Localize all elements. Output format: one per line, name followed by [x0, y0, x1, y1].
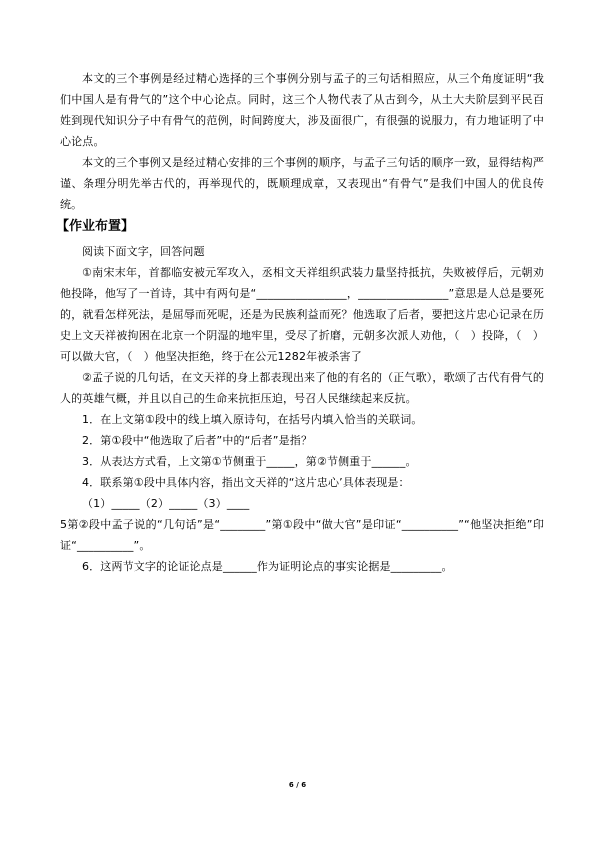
page-number: 6 / 6	[288, 781, 307, 789]
document-body	[56, 68, 544, 577]
question-5: 5第②段中孟子说的“几句话”是“________”第①段中“做大官”是印证“__________”“他坚决拒绝”印证“__________”。	[60, 518, 544, 552]
reading-paragraph-1: ①南宋末年，首都临安被元军攻入，丞相文天祥组织武装力量坚持抵抗，失败被俘后，元朝劝他投降，他写了一首诗，其中有两句是“________________，________________”意思是人总是要死的，就看怎样死法，是屈辱而死呢，还是为民族利益而死？他选取了后者，要把这片忠心记录在历史上文天祥被拘困在北京一个阴湿的地牢里，受尽了折磨，元朝多次派人劝他，（ ）投降，（ ）可以做大官，（ ）他坚决拒绝，终于在公元1282年被杀害了	[60, 266, 544, 363]
question-4: 4．联系第①段中具体内容，指出文天祥的“这片忠心’具体表现是：	[82, 476, 410, 489]
question-4-blanks: （1）_____（2）_____（3）____	[82, 497, 250, 510]
paragraph-examples-selection: 本文的三个事例是经过精心选择的三个事例分别与孟子的三句话相照应，从三个角度证明“我们中国人是有骨气的”这个中心论点。同时，这三个人物代表了从古到今，从土大夫阶层到平民百姓到现代知识分子中有骨气的范例，时间跨度大，涉及面很广，有很强的说服力，有力地证明了中心论点。	[60, 72, 544, 148]
question-2: 2．第①段中“他选取了后者”中的“后者”是指？	[82, 434, 313, 447]
paragraph-examples-order: 本文的三个事例又是经过精心安排的三个事例的顺序，与孟子三句话的顺序一致，显得结构严谨、条理分明先举古代的，再举现代的，既顺理成章，又表现出“有骨气”是我们中国人的优良传统。	[60, 156, 544, 211]
homework-heading: 【作业布置】	[56, 219, 135, 234]
question-6: 6．这两节文字的论证论点是______作为证明论点的事实论据是_________。	[82, 560, 453, 573]
question-1: 1．在上文第①段中的线上填入原诗句，在括号内填入恰当的关联词。	[82, 413, 423, 426]
question-3: 3．从表达方式看，上文第①节侧重于_____，第②节侧重于______。	[82, 455, 417, 468]
homework-instruction: 阅读下面文字，回答问题	[82, 245, 205, 258]
reading-paragraph-2: ②孟子说的几句话，在文天祥的身上都表现出来了他的有名的（正气歌），歌颂了古代有骨气的人的英雄气概，并且以自己的生命来抗拒压迫，号召人民继续起来反抗。	[60, 371, 544, 405]
